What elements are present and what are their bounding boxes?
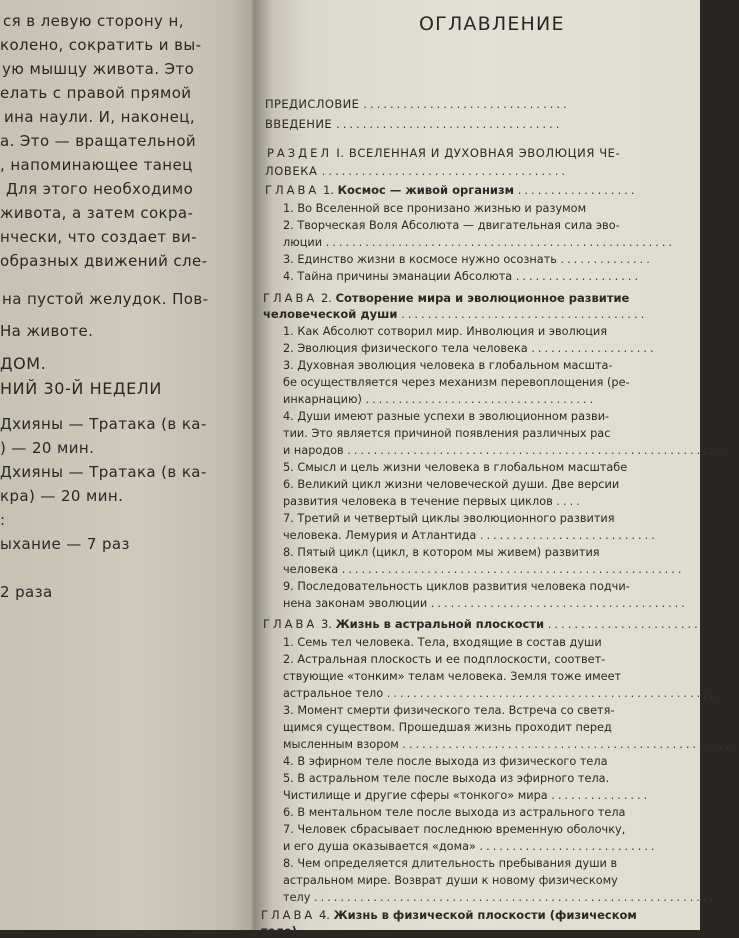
toc-entry-preface: ПРЕДИСЛОВИЕ ...............................	[265, 97, 570, 111]
toc-item: бе осуществляется через механизм перевоплощения (ре-	[283, 376, 630, 389]
toc-entry-intro: ВВЕДЕНИЕ ..................................	[265, 117, 563, 131]
left-text-line: ) — 20 мин.	[0, 439, 95, 457]
section-heading-cont: ЛОВЕКА .....................................	[265, 164, 569, 178]
toc-item: 6. Великий цикл жизни человеческой души. Две версии	[283, 478, 620, 491]
left-text-line: колено, сократить и вы-	[0, 36, 202, 54]
toc-item: 7. Человек сбрасывает последнюю временную оболочку,	[283, 823, 626, 836]
chapter-heading: ГЛАВА 4. Жизнь в физической плоскости (физическом	[261, 908, 637, 922]
toc-item: 4. В эфирном теле после выхода из физического тела	[283, 755, 608, 768]
toc-item: мысленным взором ...................................................	[283, 738, 739, 751]
left-text-line: ся в левую сторону н,	[3, 12, 184, 30]
left-text-line: елать с правой прямой	[0, 84, 192, 102]
toc-item: ствующие «тонким» телам человека. Земля тоже имеет	[283, 670, 622, 683]
toc-item: 8. Пятый цикл (цикл, в котором мы живем) развития	[283, 546, 600, 559]
left-text-line: кра) — 20 мин.	[0, 487, 124, 505]
toc-item: щимся существом. Прошедшая жизнь проходит перед	[283, 721, 612, 734]
toc-item: 5. Смысл и цель жизни человека в глобальном масштабе	[283, 461, 628, 474]
toc-item: 2. Эволюция физического тела человека ...................	[283, 342, 657, 355]
toc-item: инкарнацию) ...................................	[283, 393, 597, 406]
left-text-line: Для этого необходимо	[6, 180, 194, 198]
left-text-line: образных движений сле-	[0, 252, 208, 270]
toc-item: 2. Творческая Воля Абсолюта — двигательная сила эво-	[283, 219, 620, 232]
toc-item: 3. Духовная эволюция человека в глобальном масшта-	[283, 359, 613, 372]
left-page	[0, 0, 255, 930]
left-text-line: а. Это — вращательной	[0, 132, 197, 150]
toc-item: 9. Последовательность циклов развития человека подчи-	[283, 580, 630, 593]
chapter-heading: ГЛАВА 3. Жизнь в астральной плоскости .......................	[263, 617, 701, 631]
left-text-line: :	[0, 511, 6, 529]
toc-item: 4. Души имеют разные успехи в эволюционном разви-	[283, 410, 610, 423]
toc-item: люции .....................................................	[283, 236, 676, 249]
left-text-line: ую мышцу живота. Это	[2, 60, 195, 78]
chapter-heading: ГЛАВА 2. Сотворение мира и эволюционное развитие	[263, 291, 630, 305]
left-text-line: на пустой желудок. Пов-	[2, 290, 209, 308]
toc-item: человека ....................................................	[283, 563, 685, 576]
left-text-line: , напоминающее танец	[0, 156, 193, 174]
left-text-line: Дхияны — Тратака (в ка-	[0, 415, 207, 433]
page-title: ОГЛАВЛЕНИЕ	[419, 13, 565, 35]
toc-item: Чистилище и другие сферы «тонкого» мира ...............	[283, 789, 651, 802]
toc-item: 1. Как Абсолют сотворил мир. Инволюция и эволюция	[283, 325, 608, 338]
toc-item: 2. Астральная плоскость и ее подплоскости, соответ-	[283, 653, 606, 666]
left-text-line: нчески, что создает ви-	[0, 228, 197, 246]
toc-item: развития человека в течение первых циклов ....	[283, 495, 583, 508]
toc-item: 5. В астральном теле после выхода из эфирного тела.	[283, 772, 610, 785]
toc-item: 3. Момент смерти физического тела. Встреча со светя-	[283, 704, 615, 717]
left-text-line: На животе.	[0, 322, 94, 340]
chapter-heading: ГЛАВА 1. Космос — живой организм ..................	[265, 183, 638, 197]
toc-item: тии. Это является причиной появления различных рас	[283, 427, 611, 440]
left-text-line: ина наули. И, наконец,	[4, 108, 196, 126]
toc-item: нена законам эволюции .......................................	[283, 597, 688, 610]
right-page	[255, 0, 739, 938]
chapter-heading-cont: человеческой души .....................................	[263, 307, 648, 321]
left-text-line: ДОМ.	[0, 354, 47, 373]
toc-item: 1. Во Вселенной все пронизано жизнью и разумом	[283, 202, 587, 215]
left-text-line: Дхияны — Тратака (в ка-	[0, 463, 207, 481]
toc-item: и его душа оказывается «дома» ...........................	[283, 840, 658, 853]
toc-item: 8. Чем определяется длительность пребывания души в	[283, 857, 618, 870]
left-text-line: живота, а затем сокра-	[0, 204, 194, 222]
toc-item: человека. Лемурия и Атлантида ...........................	[283, 529, 658, 542]
toc-item: телу .............................................................	[283, 891, 717, 904]
toc-item: и народов ..........................................................	[283, 444, 730, 457]
toc-item: 1. Семь тел человека. Тела, входящие в состав души	[283, 636, 602, 649]
chapter-heading-cont: теле)	[261, 924, 297, 938]
toc-item: астральном мире. Возврат души к новому физическому	[283, 874, 618, 887]
left-text-line: ыхание — 7 раз	[0, 535, 130, 553]
left-text-line: 2 раза	[0, 583, 53, 601]
section-heading: РАЗДЕЛ I. ВСЕЛЕННАЯ И ДУХОВНАЯ ЭВОЛЮЦИЯ ЧЕ-	[267, 146, 621, 160]
toc-item: 3. Единство жизни в космосе нужно осознать ..............	[283, 253, 653, 266]
left-text-line: НИЙ 30-Й НЕДЕЛИ	[0, 379, 162, 398]
toc-item: астральное тело ..................................................	[283, 687, 717, 700]
toc-item: 7. Третий и четвертый циклы эволюционного развития	[283, 512, 615, 525]
toc-item: 4. Тайна причины эманации Абсолюта ...................	[283, 270, 642, 283]
toc-item: 6. В ментальном теле после выхода из астрального тела	[283, 806, 626, 819]
